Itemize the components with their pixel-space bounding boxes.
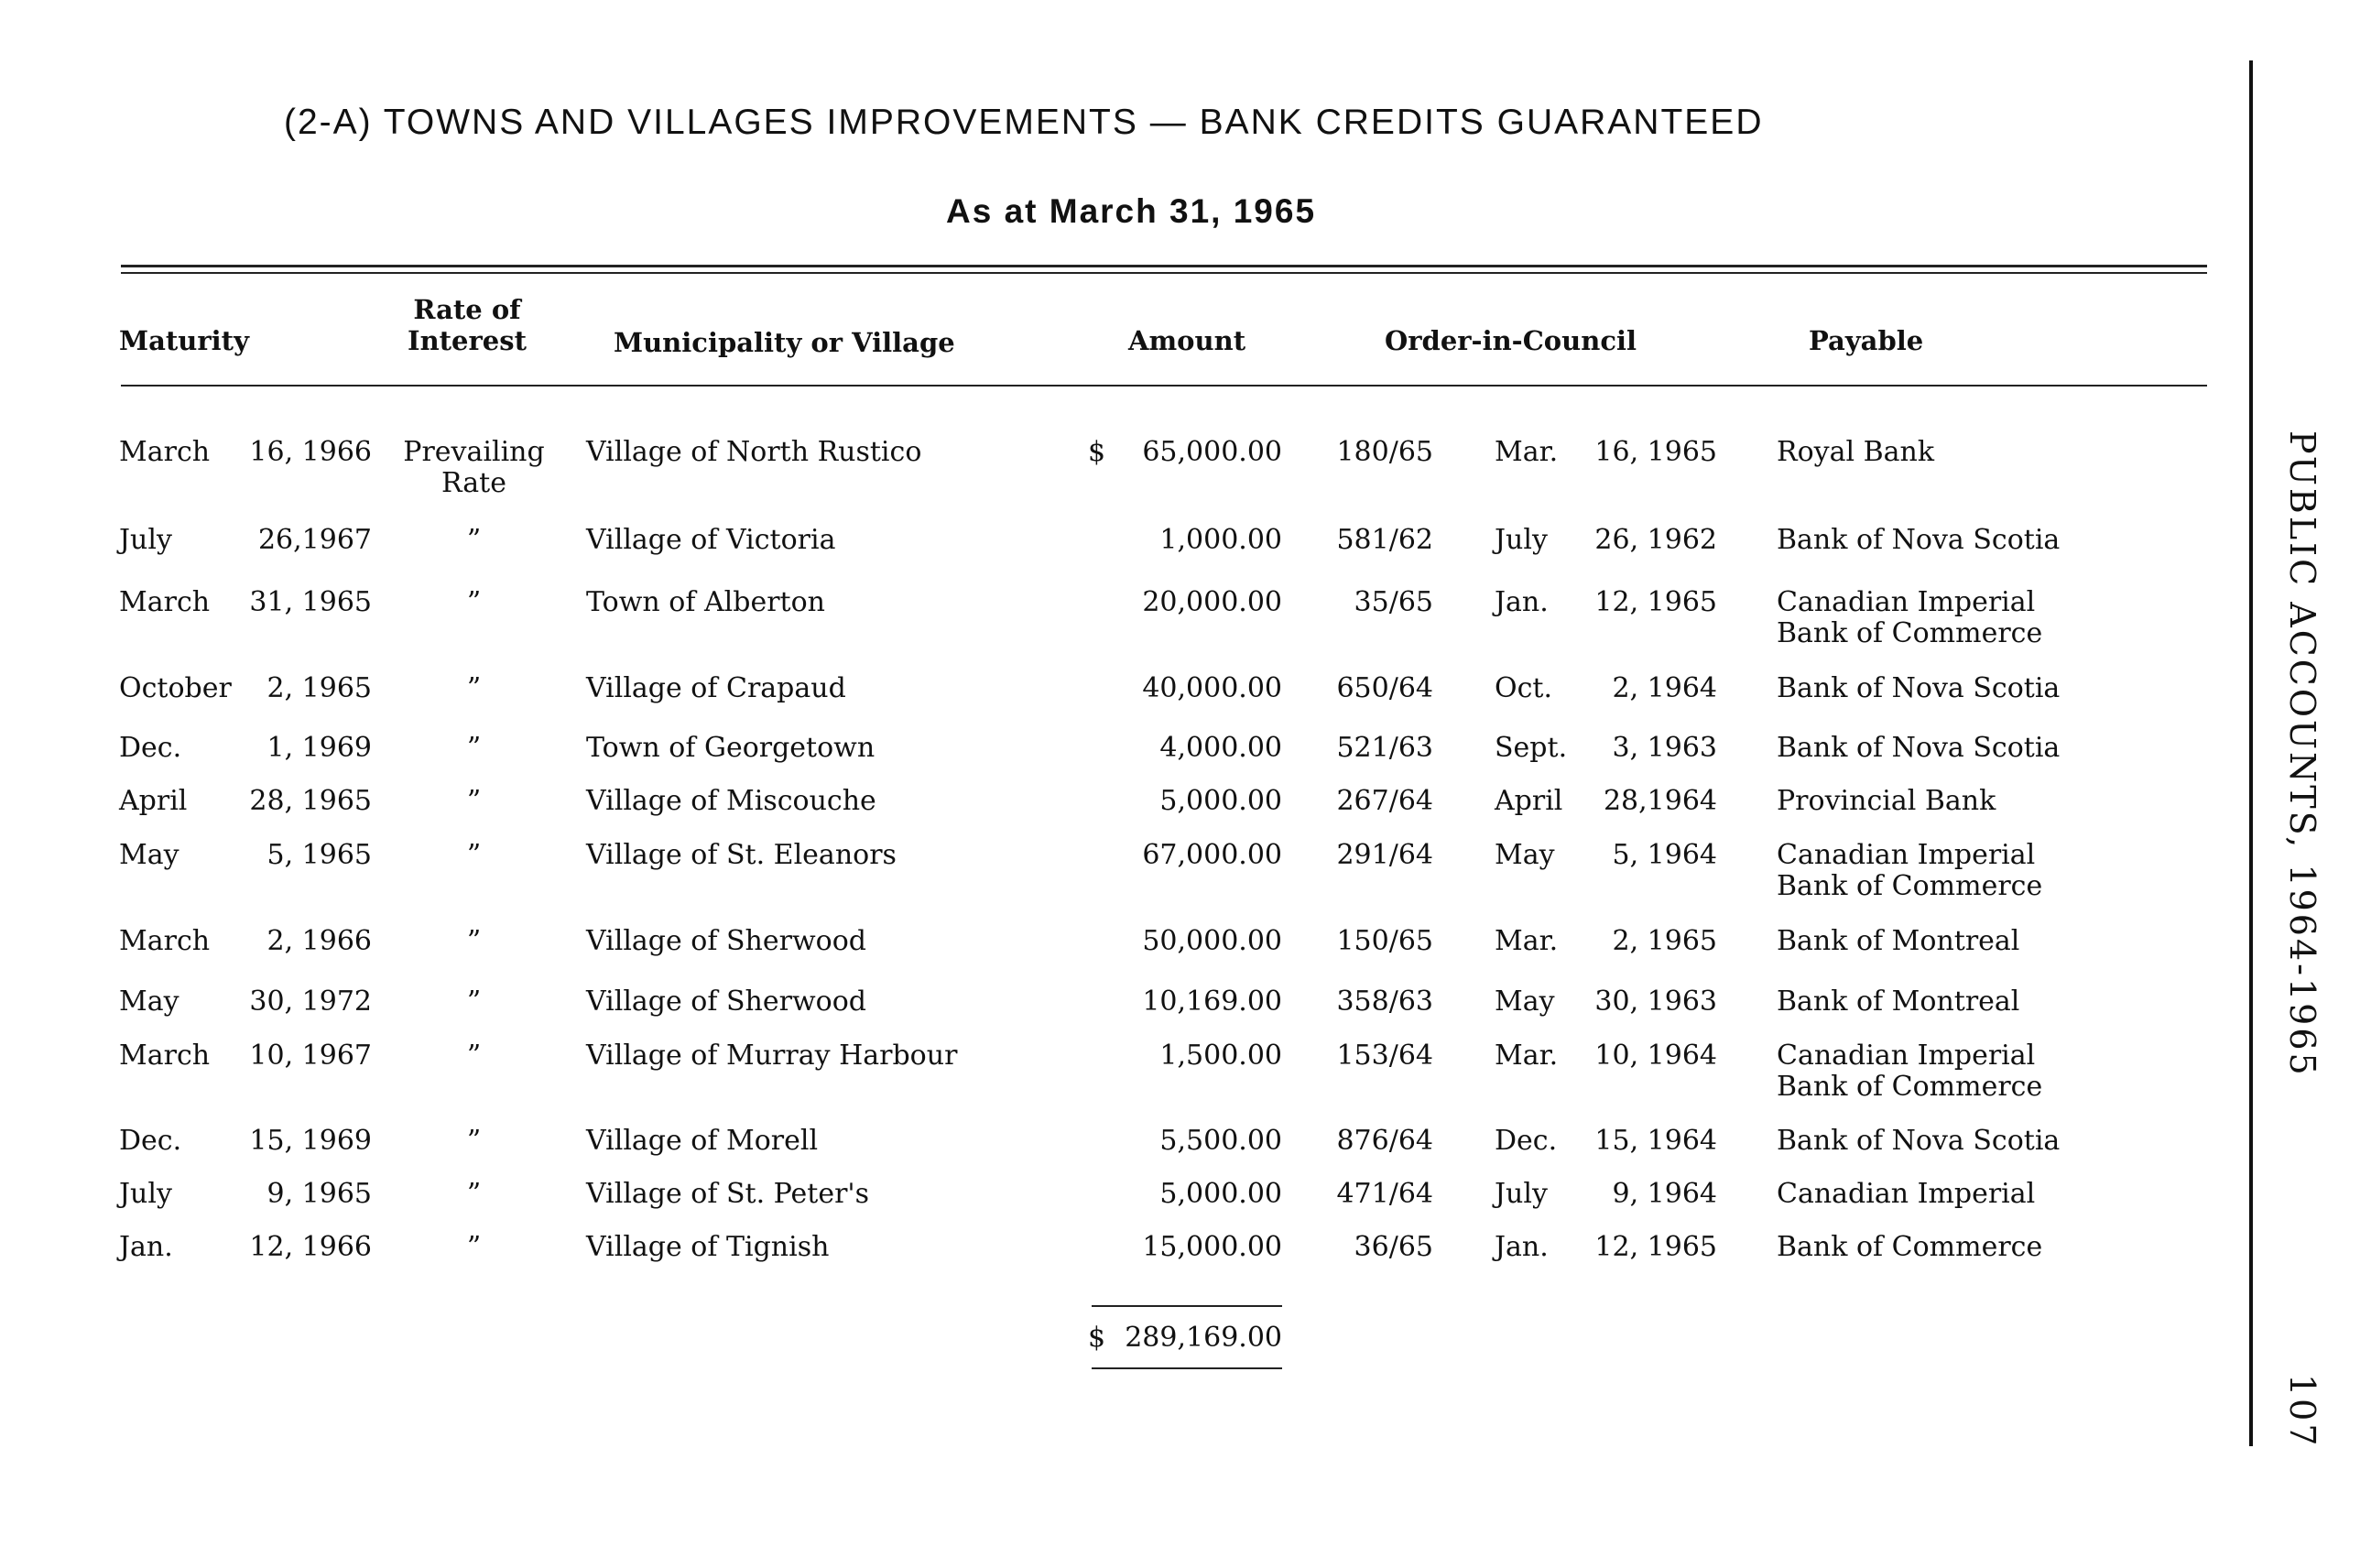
amount: 20,000.00 [1142, 586, 1282, 618]
column-header-amount: Amount [1128, 325, 1246, 356]
maturity-date: 30, 1972 [249, 985, 372, 1018]
order-in-council-month: Jan. [1495, 586, 1549, 618]
municipality: Village of Sherwood [586, 985, 866, 1018]
payable-bank: Canadian Imperial [1777, 839, 2036, 871]
maturity-date: 12, 1966 [249, 1231, 372, 1263]
payable-bank: Canadian Imperial [1777, 586, 2036, 618]
order-in-council-month: Mar. [1495, 436, 1559, 468]
order-in-council-month: Mar. [1495, 925, 1559, 957]
payable-bank-line2: Bank of Commerce [1777, 617, 2043, 649]
order-in-council-month: May [1495, 985, 1555, 1018]
interest-rate: ” [466, 985, 482, 1018]
total-rule-bottom [1092, 1367, 1282, 1369]
payable-bank: Bank of Nova Scotia [1777, 672, 2061, 704]
column-header-rate-line1: Rate of [413, 294, 521, 325]
interest-rate: ” [466, 1040, 482, 1072]
amount: 40,000.00 [1142, 672, 1282, 704]
amount: 65,000.00 [1142, 436, 1282, 468]
municipality: Village of Murray Harbour [586, 1040, 958, 1072]
interest-rate: ” [466, 524, 482, 556]
amount: 1,000.00 [1159, 524, 1282, 556]
maturity-month: May [119, 985, 179, 1018]
page-title: (2-A) TOWNS AND VILLAGES IMPROVEMENTS — BANK CREDITS GUARANTEED [284, 103, 1764, 142]
payable-bank: Canadian Imperial [1777, 1040, 2036, 1072]
amount: 15,000.00 [1142, 1231, 1282, 1263]
amount: 67,000.00 [1142, 839, 1282, 871]
payable-bank: Canadian Imperial [1777, 1178, 2036, 1210]
order-in-council-number: 180/65 [1336, 436, 1433, 468]
interest-rate: ” [466, 1125, 482, 1157]
order-in-council-number: 521/63 [1336, 732, 1433, 764]
amount: 10,169.00 [1142, 985, 1282, 1018]
municipality: Village of Tignish [586, 1231, 830, 1263]
maturity-month: Dec. [119, 1125, 182, 1157]
order-in-council-month: Sept. [1495, 732, 1568, 764]
maturity-date: 5, 1965 [266, 839, 372, 871]
interest-rate: ” [466, 1178, 482, 1210]
order-in-council-month: Dec. [1495, 1125, 1558, 1157]
order-in-council-number: 267/64 [1336, 785, 1433, 817]
maturity-date: 15, 1969 [249, 1125, 372, 1157]
interest-rate: ” [466, 785, 482, 817]
maturity-date: 31, 1965 [249, 586, 372, 618]
order-in-council-date: 28,1964 [1603, 785, 1717, 817]
total-dollar-sign: $ [1088, 1322, 1106, 1354]
municipality: Village of Miscouche [586, 785, 876, 817]
order-in-council-date: 16, 1965 [1594, 436, 1717, 468]
dollar-sign: $ [1088, 436, 1106, 468]
maturity-month: July [119, 1178, 172, 1210]
order-in-council-number: 150/65 [1336, 925, 1433, 957]
order-in-council-date: 2, 1964 [1612, 672, 1717, 704]
maturity-month: October [119, 672, 232, 704]
municipality: Village of Crapaud [586, 672, 846, 704]
maturity-date: 16, 1966 [249, 436, 372, 468]
order-in-council-month: Jan. [1495, 1231, 1549, 1263]
payable-bank: Royal Bank [1777, 436, 1935, 468]
municipality: Village of North Rustico [586, 436, 922, 468]
order-in-council-month: Oct. [1495, 672, 1552, 704]
maturity-month: April [119, 785, 188, 817]
maturity-month: March [119, 1040, 211, 1072]
amount: 5,000.00 [1159, 1178, 1282, 1210]
municipality: Village of Victoria [586, 524, 836, 556]
payable-bank: Bank of Montreal [1777, 925, 2020, 957]
amount: 4,000.00 [1159, 732, 1282, 764]
total-amount: 289,169.00 [1125, 1322, 1282, 1354]
page-number: 107 [2282, 1374, 2322, 1449]
interest-rate: Prevailing [403, 436, 545, 468]
page-subtitle: As at March 31, 1965 [946, 192, 1317, 230]
payable-bank-line2: Bank of Commerce [1777, 1071, 2043, 1103]
municipality: Village of St. Peter's [586, 1178, 870, 1210]
order-in-council-month: April [1495, 785, 1563, 817]
payable-bank: Provincial Bank [1777, 785, 1996, 817]
payable-bank: Bank of Montreal [1777, 985, 2020, 1018]
order-in-council-date: 3, 1963 [1612, 732, 1717, 764]
order-in-council-month: July [1495, 1178, 1548, 1210]
amount: 1,500.00 [1159, 1040, 1282, 1072]
payable-bank: Bank of Nova Scotia [1777, 524, 2061, 556]
running-header: PUBLIC ACCOUNTS, 1964-1965 [2282, 430, 2322, 1078]
maturity-date: 2, 1966 [266, 925, 372, 957]
payable-bank: Bank of Commerce [1777, 1231, 2043, 1263]
order-in-council-number: 581/62 [1336, 524, 1433, 556]
total-rule-top [1092, 1305, 1282, 1307]
maturity-month: May [119, 839, 179, 871]
interest-rate: ” [466, 672, 482, 704]
maturity-date: 28, 1965 [249, 785, 372, 817]
maturity-month: March [119, 586, 211, 618]
order-in-council-number: 36/65 [1354, 1231, 1433, 1263]
municipality: Town of Alberton [586, 586, 825, 618]
order-in-council-month: Mar. [1495, 1040, 1559, 1072]
maturity-date: 26,1967 [257, 524, 372, 556]
payable-bank-line2: Bank of Commerce [1777, 870, 2043, 902]
order-in-council-date: 5, 1964 [1612, 839, 1717, 871]
payable-bank: Bank of Nova Scotia [1777, 732, 2061, 764]
order-in-council-date: 10, 1964 [1594, 1040, 1717, 1072]
column-header-maturity: Maturity [119, 325, 249, 356]
municipality: Village of Morell [586, 1125, 819, 1157]
order-in-council-number: 35/65 [1354, 586, 1433, 618]
order-in-council-date: 30, 1963 [1594, 985, 1717, 1018]
maturity-month: March [119, 925, 211, 957]
margin-rule [2249, 60, 2253, 1446]
maturity-month: Jan. [119, 1231, 173, 1263]
order-in-council-date: 26, 1962 [1594, 524, 1717, 556]
amount: 50,000.00 [1142, 925, 1282, 957]
payable-bank: Bank of Nova Scotia [1777, 1125, 2061, 1157]
maturity-month: July [119, 524, 172, 556]
order-in-council-date: 12, 1965 [1594, 1231, 1717, 1263]
interest-rate: ” [466, 925, 482, 957]
maturity-date: 2, 1965 [266, 672, 372, 704]
order-in-council-number: 291/64 [1336, 839, 1433, 871]
order-in-council-date: 15, 1964 [1594, 1125, 1717, 1157]
interest-rate: ” [466, 1231, 482, 1263]
municipality: Village of St. Eleanors [586, 839, 897, 871]
order-in-council-month: July [1495, 524, 1548, 556]
interest-rate: ” [466, 732, 482, 764]
interest-rate: ” [466, 586, 482, 618]
municipality: Village of Sherwood [586, 925, 866, 957]
maturity-month: Dec. [119, 732, 182, 764]
column-header-rate-line2: Interest [408, 325, 527, 356]
maturity-date: 9, 1965 [266, 1178, 372, 1210]
maturity-month: March [119, 436, 211, 468]
order-in-council-date: 2, 1965 [1612, 925, 1717, 957]
maturity-date: 1, 1969 [266, 732, 372, 764]
column-header-order-in-council: Order-in-Council [1385, 325, 1637, 356]
order-in-council-number: 471/64 [1336, 1178, 1433, 1210]
order-in-council-number: 358/63 [1336, 985, 1433, 1018]
order-in-council-number: 153/64 [1336, 1040, 1433, 1072]
order-in-council-month: May [1495, 839, 1555, 871]
column-header-payable: Payable [1809, 325, 1924, 356]
interest-rate: ” [466, 839, 482, 871]
maturity-date: 10, 1967 [249, 1040, 372, 1072]
order-in-council-date: 12, 1965 [1594, 586, 1717, 618]
interest-rate-line2: Rate [441, 467, 506, 499]
amount: 5,500.00 [1159, 1125, 1282, 1157]
order-in-council-date: 9, 1964 [1612, 1178, 1717, 1210]
column-header-municipality: Municipality or Village [614, 327, 955, 358]
municipality: Town of Georgetown [586, 732, 876, 764]
amount: 5,000.00 [1159, 785, 1282, 817]
order-in-council-number: 650/64 [1336, 672, 1433, 704]
order-in-council-number: 876/64 [1336, 1125, 1433, 1157]
